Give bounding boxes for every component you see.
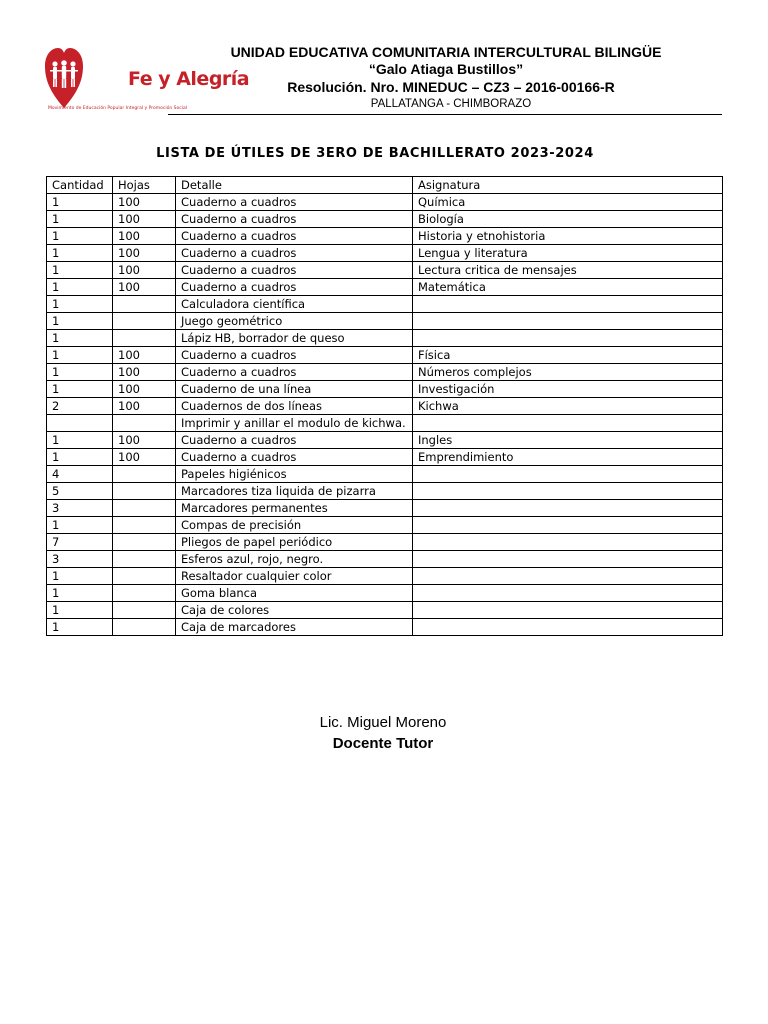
cell-hojas: 100: [113, 262, 176, 279]
cell-hojas: [113, 415, 176, 432]
table-row: [47, 313, 723, 330]
cell-detalle: Goma blanca: [176, 585, 413, 602]
cell-asignatura: [413, 466, 723, 483]
cell-asignatura: [413, 585, 723, 602]
cell-cantidad: 1: [47, 262, 113, 279]
cell-cantidad: 7: [47, 534, 113, 551]
cell-hojas: [113, 517, 176, 534]
cell-asignatura: [413, 415, 723, 432]
table-row: [47, 279, 723, 296]
table-row: [47, 330, 723, 347]
table-row: [47, 347, 723, 364]
cell-detalle: Esferos azul, rojo, negro.: [176, 551, 413, 568]
cell-detalle: Cuaderno a cuadros: [176, 432, 413, 449]
cell-asignatura: [413, 296, 723, 313]
cell-cantidad: 1: [47, 449, 113, 466]
cell-asignatura: [413, 330, 723, 347]
cell-asignatura: Números complejos: [413, 364, 723, 381]
cell-cantidad: [47, 415, 113, 432]
heart-family-icon: [44, 44, 84, 110]
logo-wordmark: Fe y Alegría: [128, 68, 250, 90]
cell-detalle: Resaltador cualquier color: [176, 568, 413, 585]
cell-cantidad: 1: [47, 211, 113, 228]
table-row: [47, 585, 723, 602]
cell-detalle: Calculadora científica: [176, 296, 413, 313]
page-title: LISTA DE ÚTILES DE 3ERO DE BACHILLERATO 2023-2024: [156, 146, 594, 161]
cell-hojas: 100: [113, 381, 176, 398]
table-row: [47, 228, 723, 245]
cell-detalle: Cuaderno a cuadros: [176, 228, 413, 245]
table-row: [47, 483, 723, 500]
cell-detalle: Caja de colores: [176, 602, 413, 619]
cell-cantidad: 1: [47, 245, 113, 262]
school-location: PALLATANGA - CHIMBORAZO: [370, 98, 532, 110]
cell-detalle: Lápiz HB, borrador de queso: [176, 330, 413, 347]
cell-detalle: Pliegos de papel periódico: [176, 534, 413, 551]
cell-hojas: [113, 313, 176, 330]
header-divider: [168, 114, 722, 115]
fe-y-alegria-logo: [44, 44, 250, 118]
cell-hojas: 100: [113, 432, 176, 449]
cell-hojas: 100: [113, 194, 176, 211]
cell-hojas: 100: [113, 449, 176, 466]
cell-detalle: Cuaderno a cuadros: [176, 194, 413, 211]
cell-asignatura: [413, 517, 723, 534]
cell-hojas: 100: [113, 279, 176, 296]
cell-asignatura: Biología: [413, 211, 723, 228]
cell-hojas: [113, 568, 176, 585]
table-row: [47, 568, 723, 585]
header-cantidad: Cantidad: [47, 177, 113, 194]
cell-detalle: Papeles higiénicos: [176, 466, 413, 483]
cell-cantidad: 4: [47, 466, 113, 483]
table-row: [47, 381, 723, 398]
cell-asignatura: Lectura critica de mensajes: [413, 262, 723, 279]
cell-hojas: [113, 296, 176, 313]
table-row: [47, 296, 723, 313]
cell-detalle: Cuadernos de dos líneas: [176, 398, 413, 415]
cell-asignatura: [413, 534, 723, 551]
cell-detalle: Marcadores permanentes: [176, 500, 413, 517]
cell-cantidad: 1: [47, 330, 113, 347]
cell-hojas: [113, 534, 176, 551]
table-row: [47, 398, 723, 415]
cell-detalle: Cuaderno de una línea: [176, 381, 413, 398]
document-header: [168, 44, 724, 111]
table-row: [47, 262, 723, 279]
cell-cantidad: 3: [47, 500, 113, 517]
cell-cantidad: 1: [47, 228, 113, 245]
teacher-name: Lic. Miguel Moreno: [319, 714, 447, 731]
cell-asignatura: Kichwa: [413, 398, 723, 415]
cell-hojas: 100: [113, 364, 176, 381]
cell-asignatura: Matemática: [413, 279, 723, 296]
table-row: [47, 245, 723, 262]
cell-asignatura: [413, 551, 723, 568]
cell-cantidad: 1: [47, 381, 113, 398]
cell-cantidad: 5: [47, 483, 113, 500]
cell-detalle: Cuaderno a cuadros: [176, 262, 413, 279]
cell-cantidad: 1: [47, 279, 113, 296]
cell-hojas: 100: [113, 245, 176, 262]
cell-detalle: Cuaderno a cuadros: [176, 449, 413, 466]
cell-cantidad: 1: [47, 568, 113, 585]
table-row: [47, 602, 723, 619]
cell-hojas: [113, 466, 176, 483]
cell-detalle: Cuaderno a cuadros: [176, 245, 413, 262]
cell-hojas: [113, 330, 176, 347]
table-header-row: [47, 177, 723, 194]
cell-detalle: Cuaderno a cuadros: [176, 364, 413, 381]
header-asignatura: Asignatura: [413, 177, 723, 194]
cell-hojas: [113, 551, 176, 568]
cell-cantidad: 1: [47, 194, 113, 211]
supplies-table: [46, 176, 723, 636]
cell-hojas: [113, 483, 176, 500]
table-row: [47, 551, 723, 568]
cell-asignatura: [413, 619, 723, 636]
signature-block: [200, 712, 566, 754]
cell-asignatura: Física: [413, 347, 723, 364]
cell-asignatura: Lengua y literatura: [413, 245, 723, 262]
cell-hojas: 100: [113, 228, 176, 245]
cell-cantidad: 1: [47, 313, 113, 330]
cell-detalle: Caja de marcadores: [176, 619, 413, 636]
cell-asignatura: Química: [413, 194, 723, 211]
cell-asignatura: [413, 500, 723, 517]
cell-asignatura: [413, 568, 723, 585]
table-row: [47, 449, 723, 466]
cell-detalle: Compas de precisión: [176, 517, 413, 534]
cell-hojas: 100: [113, 398, 176, 415]
cell-cantidad: 1: [47, 296, 113, 313]
cell-asignatura: [413, 483, 723, 500]
cell-hojas: [113, 500, 176, 517]
table-row: [47, 619, 723, 636]
cell-asignatura: [413, 602, 723, 619]
header-hojas: Hojas: [113, 177, 176, 194]
cell-asignatura: [413, 313, 723, 330]
table-row: [47, 194, 723, 211]
resolution-number: Resolución. Nro. MINEDUC – CZ3 – 2016-00166-R: [287, 79, 615, 95]
cell-detalle: Cuaderno a cuadros: [176, 211, 413, 228]
cell-asignatura: Historia y etnohistoria: [413, 228, 723, 245]
table-row: [47, 415, 723, 432]
table-row: [47, 211, 723, 228]
cell-cantidad: 1: [47, 432, 113, 449]
cell-detalle: Cuaderno a cuadros: [176, 347, 413, 364]
cell-hojas: 100: [113, 347, 176, 364]
table-row: [47, 364, 723, 381]
cell-detalle: Imprimir y anillar el modulo de kichwa.: [176, 415, 413, 432]
cell-hojas: 100: [113, 211, 176, 228]
cell-cantidad: 1: [47, 602, 113, 619]
table-row: [47, 432, 723, 449]
cell-cantidad: 1: [47, 364, 113, 381]
cell-cantidad: 3: [47, 551, 113, 568]
cell-cantidad: 1: [47, 347, 113, 364]
school-name: UNIDAD EDUCATIVA COMUNITARIA INTERCULTURAL BILINGÜE: [230, 44, 662, 60]
cell-detalle: Juego geométrico: [176, 313, 413, 330]
cell-cantidad: 1: [47, 517, 113, 534]
cell-hojas: [113, 619, 176, 636]
table-row: [47, 500, 723, 517]
cell-detalle: Marcadores tiza liquida de pizarra: [176, 483, 413, 500]
cell-asignatura: Emprendimiento: [413, 449, 723, 466]
cell-cantidad: 1: [47, 585, 113, 602]
header-detalle: Detalle: [176, 177, 413, 194]
table-row: [47, 466, 723, 483]
school-patron: “Galo Atiaga Bustillos”: [368, 61, 524, 77]
cell-cantidad: 2: [47, 398, 113, 415]
cell-hojas: [113, 585, 176, 602]
cell-asignatura: Ingles: [413, 432, 723, 449]
logo-tagline: Movimiento de Educación Popular Integral y Promoción Social: [48, 106, 187, 111]
table-row: [47, 517, 723, 534]
teacher-role: Docente Tutor: [332, 735, 434, 752]
table-row: [47, 534, 723, 551]
cell-hojas: [113, 602, 176, 619]
cell-detalle: Cuaderno a cuadros: [176, 279, 413, 296]
cell-asignatura: Investigación: [413, 381, 723, 398]
cell-cantidad: 1: [47, 619, 113, 636]
